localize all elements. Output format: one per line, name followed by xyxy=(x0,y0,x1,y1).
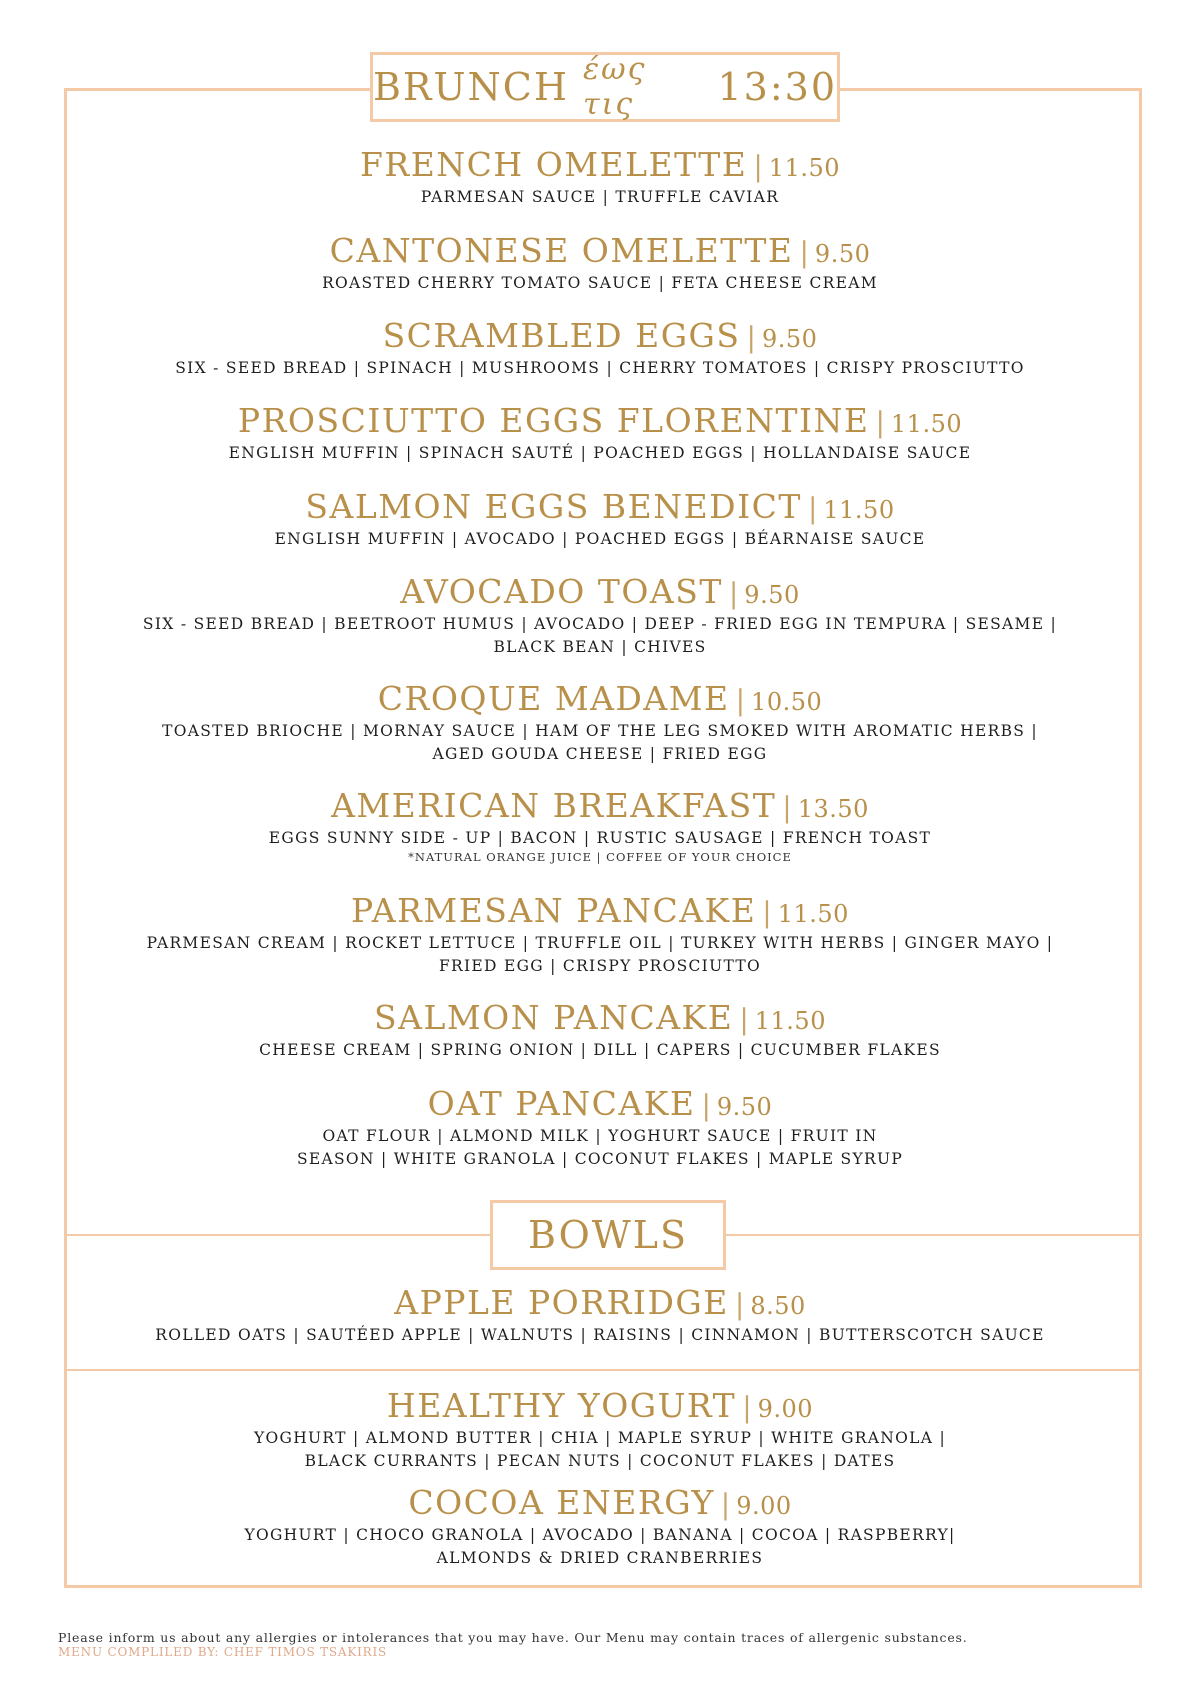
dish-description: FRIED EGG | CRISPY PROSCIUTTO xyxy=(438,957,762,975)
dish-description: TOASTED BRIOCHE | MORNAY SAUCE | HAM OF THE LEG SMOKED WITH AROMATIC HERBS | xyxy=(162,722,1038,740)
menu-item: FRENCH OMELETTE | 11.50 PARMESAN SAUCE | TRUFFLE CAVIAR xyxy=(100,145,1100,208)
dish-price: 13.50 xyxy=(797,795,869,823)
dish-description: ENGLISH MUFFIN | AVOCADO | POACHED EGGS | BÉARNAISE SAUCE xyxy=(274,530,926,548)
dish-price: 9.50 xyxy=(716,1093,773,1121)
divider-line xyxy=(67,1369,1139,1371)
dish-description: YOGHURT | CHOCO GRANOLA | AVOCADO | BANANA | COCOA | RASPBERRY| xyxy=(244,1526,956,1544)
dish-name: AVOCADO TOAST xyxy=(400,572,723,611)
dish-name: CANTONESE OMELETTE xyxy=(329,231,794,270)
menu-item: AMERICAN BREAKFAST | 13.50 EGGS SUNNY SIDE - UP | BACON | RUSTIC SAUSAGE | FRENCH TOAST *NATURAL ORANGE JUICE | COFFEE OF YOUR CHOICE xyxy=(100,786,1100,865)
dish-description: SEASON | WHITE GRANOLA | COCONUT FLAKES | MAPLE SYRUP xyxy=(296,1150,904,1168)
menu-item: AVOCADO TOAST | 9.50 SIX - SEED BREAD | BEETROOT HUMUS | AVOCADO | DEEP - FRIED EGG IN TEMPURA | SESAME | BLACK BEAN | CHIVES xyxy=(100,572,1100,658)
menu-item: PARMESAN PANCAKE | 11.50 PARMESAN CREAM | ROCKET LETTUCE | TRUFFLE OIL | TURKEY WITH HERBS | GINGER MAYO | FRIED EGG | CRISPY PROSCIUTTO xyxy=(100,891,1100,977)
dish-price: 11.50 xyxy=(754,1007,826,1035)
dish-description: ROLLED OATS | SAUTÉED APPLE | WALNUTS | RAISINS | CINNAMON | BUTTERSCOTCH SAUCE xyxy=(155,1326,1045,1344)
dish-name: COCOA ENERGY xyxy=(408,1483,715,1522)
dish-name: PROSCIUTTO EGGS FLORENTINE xyxy=(237,401,870,440)
dish-price: 9.00 xyxy=(736,1492,792,1520)
menu-item: SALMON EGGS BENEDICT | 11.50 ENGLISH MUFFIN | AVOCADO | POACHED EGGS | BÉARNAISE SAUCE xyxy=(100,487,1100,550)
bowls-title-text: BOWLS xyxy=(527,1213,689,1257)
allergy-notice: Please inform us about any allergies or intolerances that you may have. Our Menu may contain traces of allergenic substances. xyxy=(58,1630,968,1645)
brunch-title-text: BRUNCH xyxy=(373,65,570,109)
brunch-section-title xyxy=(370,52,840,122)
menu-footer xyxy=(58,1630,1158,1660)
dish-description: EGGS SUNNY SIDE - UP | BACON | RUSTIC SAUSAGE | FRENCH TOAST xyxy=(268,829,932,847)
dish-name: FRENCH OMELETTE xyxy=(359,145,748,184)
dish-description: ENGLISH MUFFIN | SPINACH SAUTÉ | POACHED EGGS | HOLLANDAISE SAUCE xyxy=(228,444,972,462)
dish-name: HEALTHY YOGURT xyxy=(386,1386,737,1425)
menu-item: SCRAMBLED EGGS | 9.50 SIX - SEED BREAD | SPINACH | MUSHROOMS | CHERRY TOMATOES | CRISPY PROSCIUTTO xyxy=(100,316,1100,379)
dish-description: ROASTED CHERRY TOMATO SAUCE | FETA CHEESE CREAM xyxy=(322,274,878,292)
dish-description: CHEESE CREAM | SPRING ONION | DILL | CAPERS | CUCUMBER FLAKES xyxy=(259,1041,941,1059)
dish-price: 11.50 xyxy=(890,410,963,438)
dish-price: 9.50 xyxy=(744,581,800,609)
dish-description: SIX - SEED BREAD | SPINACH | MUSHROOMS | CHERRY TOMATOES | CRISPY PROSCIUTTO xyxy=(175,359,1025,377)
dish-description: PARMESAN SAUCE | TRUFFLE CAVIAR xyxy=(420,188,780,206)
dish-description: OAT FLOUR | ALMOND MILK | YOGHURT SAUCE | FRUIT IN xyxy=(322,1127,878,1145)
dish-price: 9.50 xyxy=(814,240,871,268)
menu-item: HEALTHY YOGURT | 9.00 YOGHURT | ALMOND BUTTER | CHIA | MAPLE SYRUP | WHITE GRANOLA | BLACK CURRANTS | PECAN NUTS | COCONUT FLAKES | DATES xyxy=(100,1386,1100,1472)
dish-name: SCRAMBLED EGGS xyxy=(382,316,741,355)
menu-item: COCOA ENERGY | 9.00 YOGHURT | CHOCO GRANOLA | AVOCADO | BANANA | COCOA | RASPBERRY| ALMONDS & DRIED CRANBERRIES xyxy=(100,1483,1100,1569)
dish-name: CROQUE MADAME xyxy=(377,679,730,718)
dish-price: 11.50 xyxy=(768,154,841,182)
menu-item: SALMON PANCAKE | 11.50 CHEESE CREAM | SPRING ONION | DILL | CAPERS | CUCUMBER FLAKES xyxy=(100,998,1100,1061)
dish-name: SALMON EGGS BENEDICT xyxy=(305,487,802,526)
dish-note: *NATURAL ORANGE JUICE | COFFEE OF YOUR CHOICE xyxy=(408,850,792,864)
dish-description: BLACK CURRANTS | PECAN NUTS | COCONUT FLAKES | DATES xyxy=(304,1452,896,1470)
menu-item: OAT PANCAKE | 9.50 OAT FLOUR | ALMOND MILK | YOGHURT SAUCE | FRUIT IN SEASON | WHITE GRANOLA | COCONUT FLAKES | MAPLE SYRUP xyxy=(100,1084,1100,1170)
menu-item: CANTONESE OMELETTE | 9.50 ROASTED CHERRY TOMATO SAUCE | FETA CHEESE CREAM xyxy=(100,231,1100,294)
menu-item: CROQUE MADAME | 10.50 TOASTED BRIOCHE | MORNAY SAUCE | HAM OF THE LEG SMOKED WITH AROMATIC HERBS | AGED GOUDA CHEESE | FRIED EGG xyxy=(100,679,1100,765)
menu-item: PROSCIUTTO EGGS FLORENTINE | 11.50 ENGLISH MUFFIN | SPINACH SAUTÉ | POACHED EGGS | HOLLANDAISE SAUCE xyxy=(100,401,1100,464)
dish-description: BLACK BEAN | CHIVES xyxy=(493,638,707,656)
dish-name: AMERICAN BREAKFAST xyxy=(331,786,777,825)
dish-description: ALMONDS & DRIED CRANBERRIES xyxy=(436,1549,764,1567)
chef-credit: MENU COMPLILED BY: CHEF TIMOS TSAKIRIS xyxy=(58,1645,388,1659)
bowls-section-title xyxy=(490,1200,726,1270)
dish-name: APPLE PORRIDGE xyxy=(394,1283,729,1322)
dish-description: YOGHURT | ALMOND BUTTER | CHIA | MAPLE SYRUP | WHITE GRANOLA | xyxy=(254,1429,946,1447)
dish-price: 11.50 xyxy=(823,496,895,524)
dish-description: SIX - SEED BREAD | BEETROOT HUMUS | AVOCADO | DEEP - FRIED EGG IN TEMPURA | SESAME | xyxy=(142,615,1058,633)
dish-price: 9.50 xyxy=(761,325,818,353)
dish-description: PARMESAN CREAM | ROCKET LETTUCE | TRUFFLE OIL | TURKEY WITH HERBS | GINGER MAYO | xyxy=(146,934,1054,952)
menu-item: APPLE PORRIDGE | 8.50 ROLLED OATS | SAUTÉED APPLE | WALNUTS | RAISINS | CINNAMON | BUTTERSCOTCH SAUCE xyxy=(100,1283,1100,1346)
brunch-time-text: 13:30 xyxy=(717,65,837,109)
dish-name: SALMON PANCAKE xyxy=(374,998,734,1037)
dish-price: 8.50 xyxy=(750,1292,806,1320)
dish-name: PARMESAN PANCAKE xyxy=(351,891,757,930)
dish-price: 10.50 xyxy=(751,688,823,716)
dish-price: 9.00 xyxy=(757,1395,814,1423)
dish-description: AGED GOUDA CHEESE | FRIED EGG xyxy=(432,745,768,763)
dish-price: 11.50 xyxy=(777,900,849,928)
brunch-subtitle-text: έως τις xyxy=(583,52,647,122)
dish-name: OAT PANCAKE xyxy=(427,1084,696,1123)
